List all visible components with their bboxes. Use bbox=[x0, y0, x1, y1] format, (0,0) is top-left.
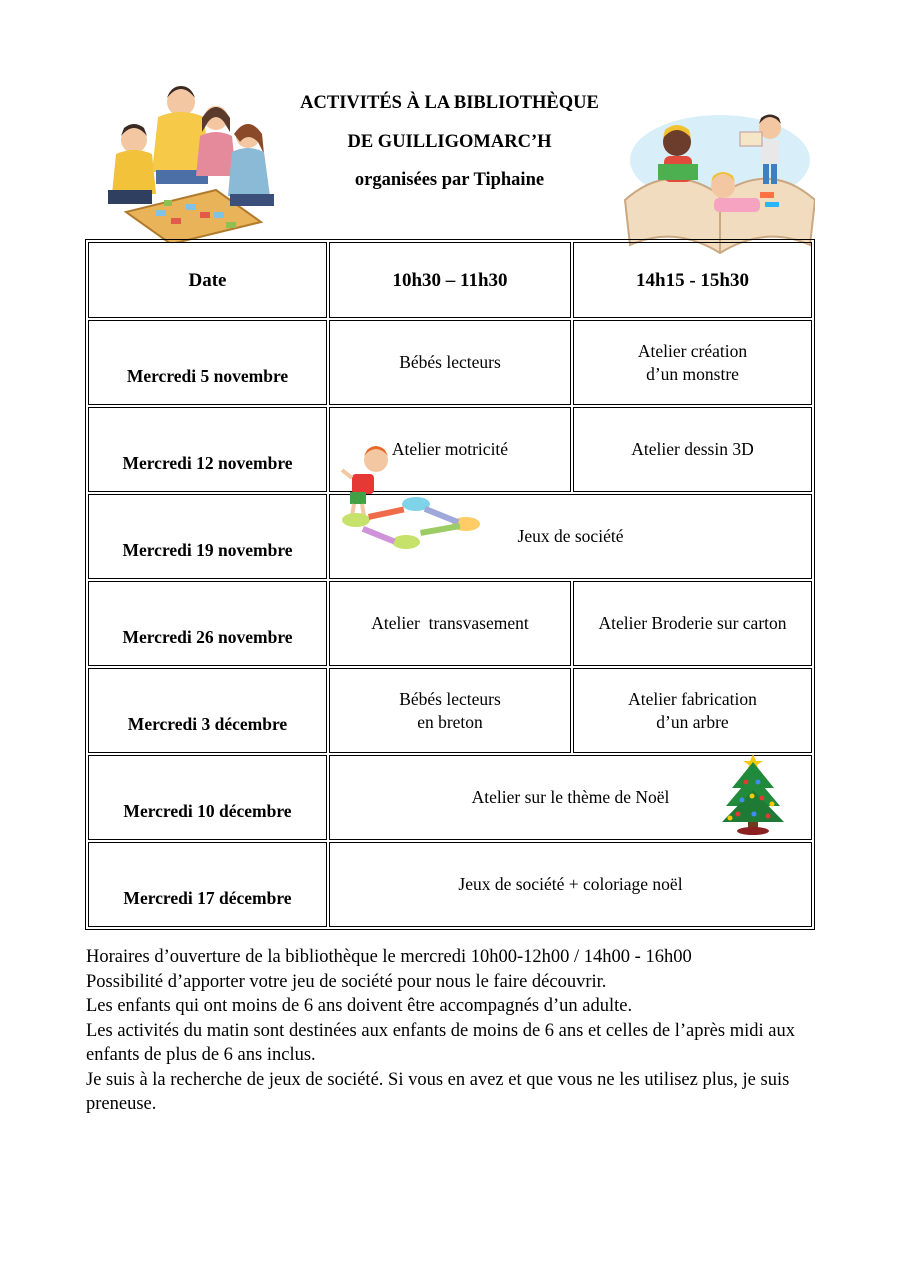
activity-label: Atelier Broderie sur carton bbox=[598, 613, 787, 633]
date-cell bbox=[88, 407, 327, 492]
date-label: Mercredi 10 décembre bbox=[123, 800, 292, 821]
table-row bbox=[88, 842, 812, 927]
morning-cell bbox=[329, 320, 571, 405]
title-line-3: organisées par Tiphaine bbox=[354, 170, 545, 190]
table-row bbox=[88, 755, 812, 840]
date-label: Mercredi 17 décembre bbox=[123, 887, 292, 908]
activity-label: Atelier dessin 3D bbox=[631, 439, 754, 459]
title-line-1: ACTIVITÉS À LA BIBLIOTHÈQUE bbox=[300, 93, 599, 113]
schedule-table bbox=[85, 239, 815, 930]
activity-label: Jeux de société bbox=[517, 526, 624, 546]
table-row bbox=[88, 668, 812, 753]
morning-cell bbox=[329, 668, 571, 753]
merged-cell bbox=[329, 842, 812, 927]
activity-label: Atelier motricité bbox=[391, 439, 509, 459]
table-header-row bbox=[88, 242, 812, 318]
date-cell bbox=[88, 581, 327, 666]
table-row bbox=[88, 320, 812, 405]
note-line: Possibilité d’apporter votre jeu de société pour nous le faire découvrir. bbox=[86, 971, 607, 992]
date-cell bbox=[88, 320, 327, 405]
afternoon-cell bbox=[573, 320, 812, 405]
activity-label: Atelier sur le thème de Noël bbox=[471, 787, 670, 807]
activity-label: Bébés lecteurs en breton bbox=[399, 688, 501, 732]
date-label: Mercredi 5 novembre bbox=[126, 365, 289, 386]
christmas-tree-icon bbox=[718, 752, 788, 836]
date-label: Mercredi 12 novembre bbox=[122, 452, 293, 473]
morning-cell bbox=[329, 581, 571, 666]
activity-label: Atelier création d’un monstre bbox=[637, 340, 748, 384]
afternoon-cell bbox=[573, 581, 812, 666]
note-line: Je suis à la recherche de jeux de société. Si vous en avez et que vous ne les utilisez plus, je suis preneuse. bbox=[86, 1069, 790, 1114]
note-line: Les activités du matin sont destinées aux enfants de moins de 6 ans et celles de l’après midi aux enfants de plus de 6 ans inclus. bbox=[86, 1020, 795, 1065]
date-label: Mercredi 19 novembre bbox=[122, 539, 293, 560]
date-label: Mercredi 26 novembre bbox=[122, 626, 293, 647]
board-game-family-icon bbox=[96, 72, 286, 242]
activity-label: Bébés lecteurs bbox=[399, 352, 501, 372]
table-row bbox=[88, 581, 812, 666]
date-cell bbox=[88, 755, 327, 840]
activity-label: Atelier fabrication d’un arbre bbox=[628, 688, 757, 732]
afternoon-cell bbox=[573, 407, 812, 492]
header-afternoon: 14h15 - 15h30 bbox=[573, 242, 812, 318]
afternoon-cell bbox=[573, 668, 812, 753]
note-line: Les enfants qui ont moins de 6 ans doivent être accompagnés d’un adulte. bbox=[86, 996, 633, 1016]
activity-label: Atelier transvasement bbox=[371, 613, 529, 633]
note-line: Horaires d’ouverture de la bibliothèque le mercredi 10h00-12h00 / 14h00 - 16h00 bbox=[86, 947, 692, 967]
title-line-2: DE GUILLIGOMARC’H bbox=[347, 131, 552, 152]
activity-label: Jeux de société + coloriage noël bbox=[458, 874, 683, 894]
date-cell bbox=[88, 842, 327, 927]
notes-section bbox=[86, 945, 806, 1117]
children-reading-book-icon bbox=[620, 110, 815, 260]
balance-path-child-icon bbox=[338, 444, 486, 556]
header-morning: 10h30 – 11h30 bbox=[329, 242, 571, 318]
date-cell bbox=[88, 668, 327, 753]
date-cell bbox=[88, 494, 327, 579]
header-date: Date bbox=[88, 242, 327, 318]
date-label: Mercredi 3 décembre bbox=[127, 713, 288, 734]
